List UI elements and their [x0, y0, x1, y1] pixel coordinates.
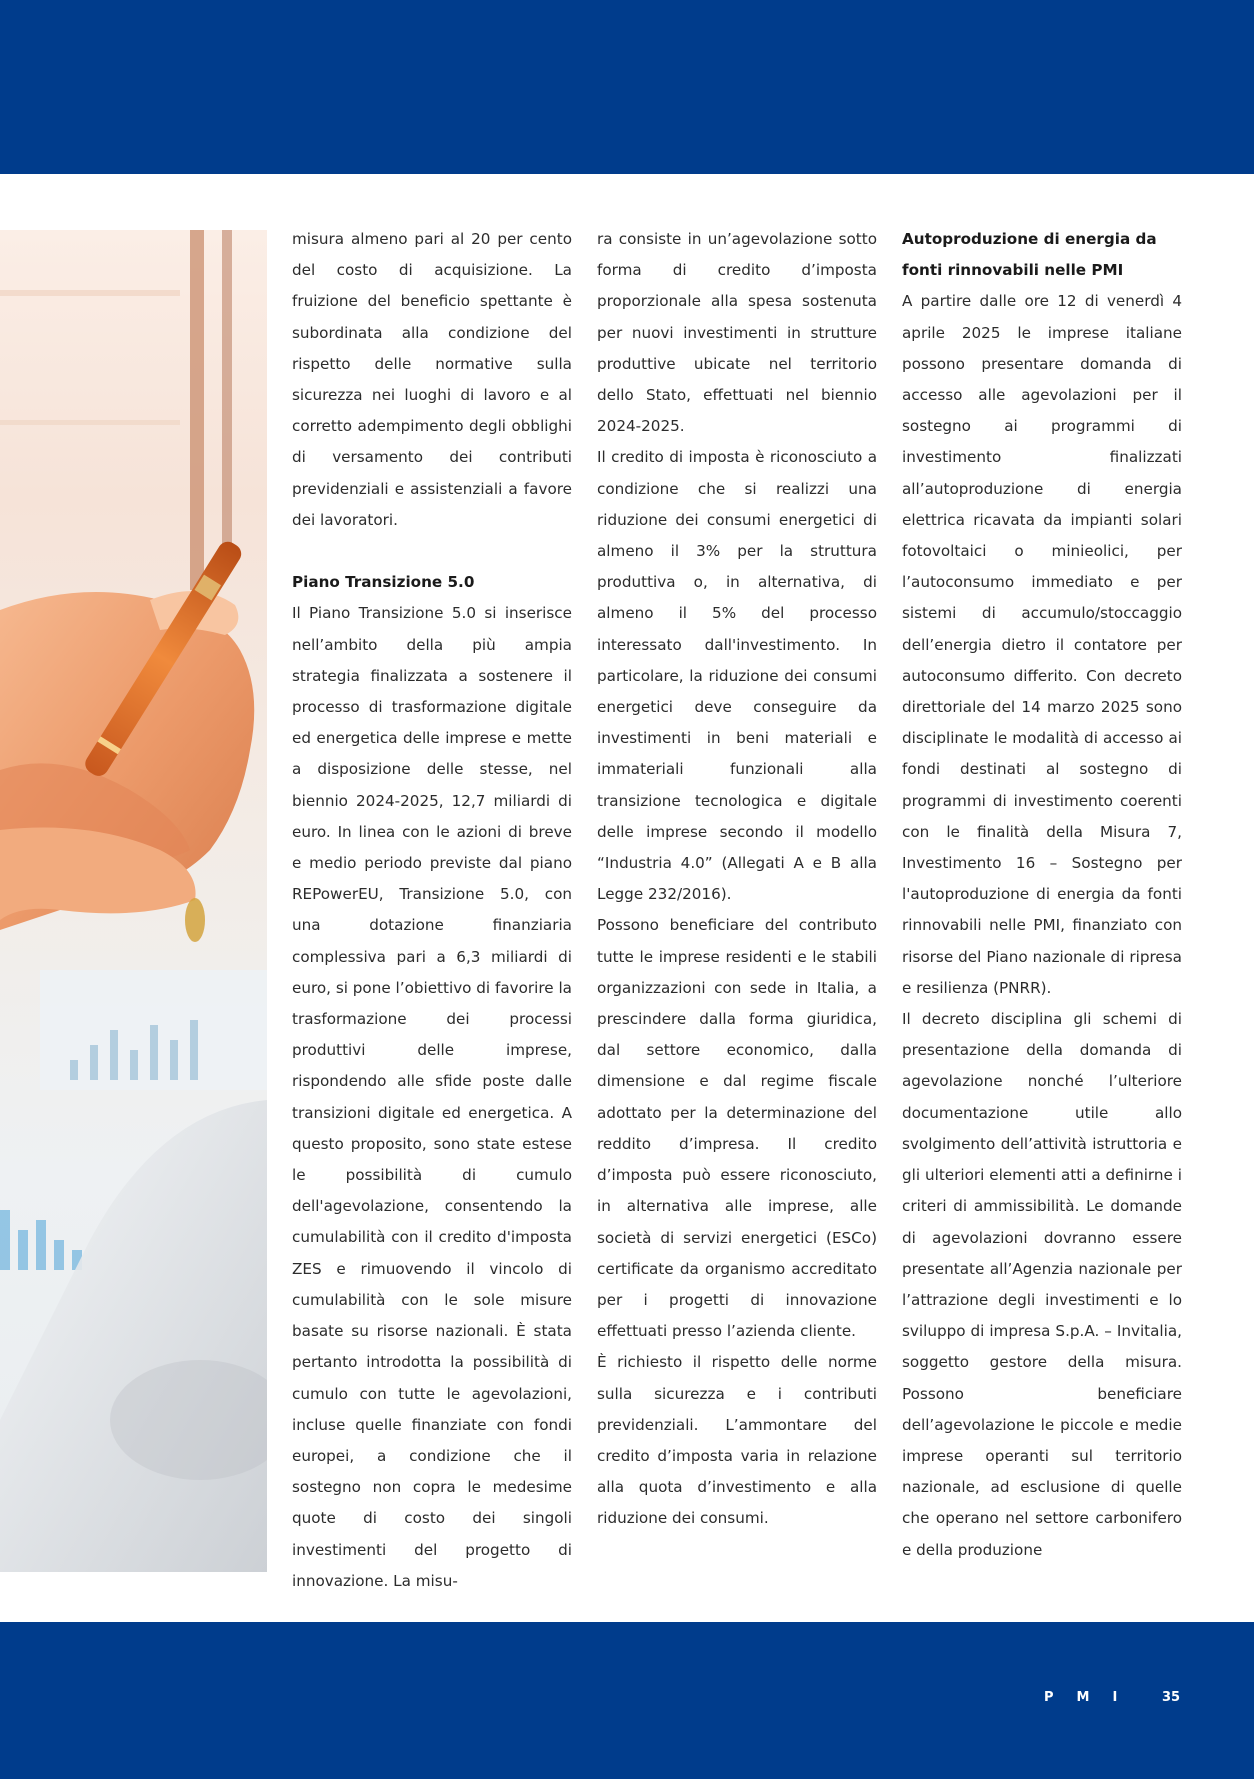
paragraph: Il credito di imposta è riconosciuto a condizione che si realizzi una riduzione dei consumi energetici di almeno il 3% per la struttura produttiva o, in alternativa, di almeno il 5% del processo interessato dall'investimento. In particolare, la riduzione dei consumi energetici deve conseguire da investimenti in beni materiali e immateriali funzionali alla transizione tecnologica e digitale delle imprese secondo il modello “Industria 4.0” (Allegati A e B alla Legge 232/2016). — [597, 448, 877, 904]
paragraph: È richiesto il rispetto delle norme sulla sicurezza e i contributi previdenziali. L’ammontare del credito d’imposta varia in relazione alla quota d’investimento e alla riduzione dei consumi. — [597, 1353, 877, 1528]
paragraph: Possono beneficiare del contributo tutte le imprese residenti e le stabili organizzazioni con sede in Italia, a prescindere dalla forma giuridica, dal settore economico, dalla dimensione e dal regime fiscale adottato per la determinazione del reddito d’impresa. Il credito d’imposta può essere riconosciuto, in alternativa alle imprese, alle società di servizi energetici (ESCo) certificate da organismo accreditato per i progetti di innovazione effettuati presso l’azienda cliente. — [597, 916, 877, 1341]
section-heading-autoproduzione: Autoproduzione di energia da fonti rinnovabili nelle PMI — [902, 230, 1157, 280]
photo-hand-with-pen — [0, 230, 267, 1572]
section-heading-piano-transizione: Piano Transizione 5.0 — [292, 573, 475, 592]
paragraph: ra consiste in un’agevolazione sotto forma di credito d’imposta proporzionale alla spesa sostenuta per nuovi investimenti in strutture produttive ubicate nel territorio dello Stato, effettuati nel biennio 2024-2025. — [597, 230, 877, 436]
header-band — [0, 0, 1254, 174]
page-number: 35 — [1162, 1690, 1181, 1705]
paragraph-gap — [292, 536, 572, 567]
photo-illustration — [0, 230, 267, 1572]
paragraph: A partire dalle ore 12 di venerdì 4 aprile 2025 le imprese italiane possono presentare domanda di accesso alle agevolazioni per il sostegno ai programmi di investimento finalizzati all’autoproduzione di energia elettrica ricavata da impianti solari fotovoltaici o minieolici, per l’autoconsumo immediato e per sistemi di accumulo/stoccaggio dell’energia dietro il contatore per autoconsumo differito. Con decreto direttoriale del 14 marzo 2025 sono disciplinate le modalità di accesso ai fondi destinati al sostegno di programmi di investimento coerenti con le finalità della Misura 7, Investimento 16 – Sostegno per l'autoproduzione di energia da fonti rinnovabili nelle PMI, finanziato con risorse del Piano nazionale di ripresa e resilienza (PNRR). — [902, 292, 1182, 997]
paragraph: Il decreto disciplina gli schemi di presentazione della domanda di agevolazione nonché l’ulteriore documentazione utile allo svolgimento dell’attività istruttoria e gli ulteriori elementi atti a definirne i criteri di ammissibilità. Le domande di agevolazioni dovranno essere presentate all’Agenzia nazionale per l’attrazione degli investimenti e lo sviluppo di impresa S.p.A. – Invitalia, soggetto gestore della misura. Possono beneficiare dell’agevolazione le piccole e medie imprese operanti sul territorio nazionale, ad esclusione di quelle che operano nel settore carbonifero e della produzione — [902, 1010, 1182, 1559]
text-column-1 — [292, 224, 572, 1597]
paragraph: Il Piano Transizione 5.0 si inserisce nell’ambito della più ampia strategia finalizzata a sostenere il processo di trasformazione digitale ed energetica delle imprese e mette a disposizione delle stesse, nel biennio 2024-2025, 12,7 miliardi di euro. In linea con le azioni di breve e medio periodo previste dal piano REPowerEU, Transizione 5.0, con una dotazione finanziaria complessiva pari a 6,3 miliardi di euro, si pone l’obiettivo di favorire la trasformazione dei processi produttivi delle imprese, rispondendo alle sfide poste dalle transizioni digitale ed energetica. A questo proposito, sono state estese le possibilità di cumulo dell'agevolazione, consentendo la cumulabilità con il credito d'imposta ZES e rimuovendo il vincolo di cumulabilità con le sole misure basate su risorse nazionali. È stata pertanto introdotta la possibilità di cumulo con tutte le agevolazioni, incluse quelle finanziate con fondi europei, a condizione che il sostegno non copra le medesime quote di costo dei singoli investimenti del progetto di innovazione. La misu- — [292, 604, 572, 1590]
text-column-2 — [597, 224, 877, 1535]
paragraph: misura almeno pari al 20 per cento del costo di acquisizione. La fruizione del beneficio spettante è subordinata alla condizione del rispetto delle normative sulla sicurezza nei luoghi di lavoro e al corretto adempimento degli obblighi di versamento dei contributi previdenziali e assistenziali a favore dei lavoratori. — [292, 230, 572, 529]
text-column-3 — [902, 224, 1182, 1566]
footer-brand: PMI — [1044, 1690, 1141, 1705]
